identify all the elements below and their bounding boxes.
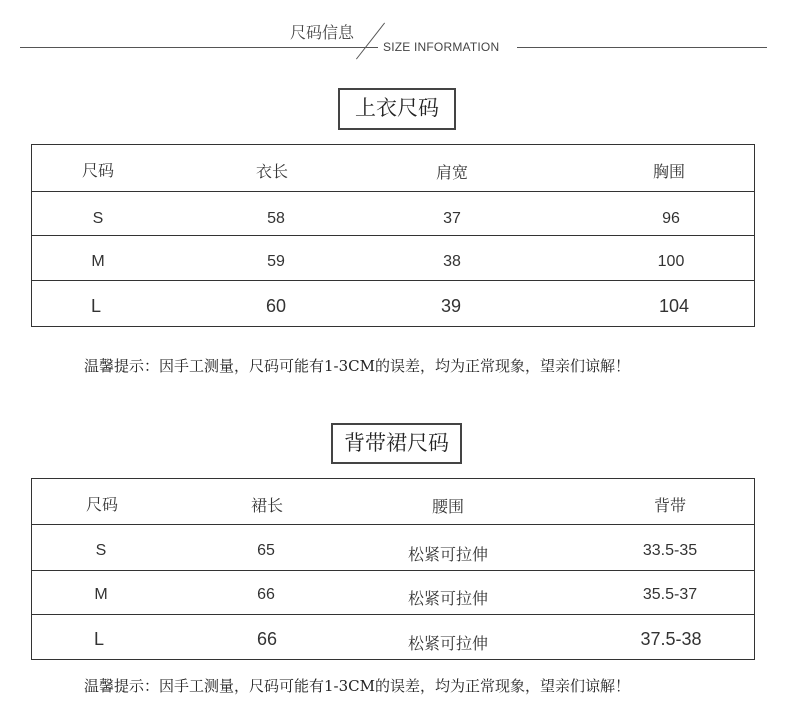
value-cell: 38 bbox=[443, 253, 461, 270]
bottom-table-title: 背带裙尺码 bbox=[331, 423, 462, 464]
value-cell: 104 bbox=[658, 296, 690, 316]
header-cell: 腰围 bbox=[431, 497, 465, 516]
header-slash bbox=[356, 23, 385, 60]
value-cell: 58 bbox=[267, 210, 285, 227]
table-row bbox=[32, 571, 754, 614]
value-cell: 100 bbox=[657, 253, 685, 270]
header-cell: 胸围 bbox=[652, 162, 686, 181]
value-cell: 35.5-37 bbox=[642, 586, 698, 603]
size-cell: S bbox=[92, 210, 104, 227]
header-rule-right bbox=[517, 47, 767, 48]
value-cell: 39 bbox=[440, 296, 462, 316]
value-cell: 59 bbox=[267, 253, 285, 270]
table-row bbox=[32, 192, 754, 235]
table-row bbox=[32, 236, 754, 280]
top-table-title: 上衣尺码 bbox=[338, 88, 456, 130]
value-cell: 37.5-38 bbox=[640, 629, 702, 649]
value-cell: 松紧可拉伸 bbox=[407, 545, 489, 564]
table-header-row bbox=[32, 145, 754, 191]
size-cell: M bbox=[91, 253, 105, 270]
top-table-note: 温馨提示：因手工测量，尺码可能有1-3CM的误差，均为正常现象，望亲们谅解！ bbox=[84, 357, 630, 375]
header-title-cn: 尺码信息 bbox=[290, 23, 355, 42]
value-cell: 96 bbox=[662, 210, 680, 227]
size-cell: M bbox=[94, 586, 108, 603]
header-title-en: SIZE INFORMATION bbox=[383, 40, 500, 54]
header-cell: 尺码 bbox=[85, 495, 119, 514]
top-size-table bbox=[31, 144, 755, 327]
table-header-row bbox=[32, 479, 754, 524]
value-cell: 66 bbox=[257, 586, 275, 603]
size-cell: S bbox=[95, 542, 107, 559]
header-cell: 裙长 bbox=[250, 496, 284, 515]
size-cell: L bbox=[93, 629, 105, 649]
value-cell: 37 bbox=[443, 210, 461, 227]
value-cell: 33.5-35 bbox=[642, 542, 698, 559]
size-cell: L bbox=[90, 296, 102, 316]
value-cell: 松紧可拉伸 bbox=[407, 589, 489, 608]
value-cell: 65 bbox=[257, 542, 275, 559]
header-cell: 衣长 bbox=[255, 162, 289, 181]
bottom-table-note: 温馨提示：因手工测量，尺码可能有1-3CM的误差，均为正常现象，望亲们谅解！ bbox=[84, 677, 630, 695]
table-row bbox=[32, 525, 754, 570]
value-cell: 60 bbox=[265, 296, 287, 316]
value-cell: 松紧可拉伸 bbox=[407, 634, 489, 653]
table-row bbox=[32, 615, 754, 659]
header-cell: 背带 bbox=[653, 496, 687, 515]
table-row bbox=[32, 281, 754, 326]
header-cell: 尺码 bbox=[81, 161, 115, 180]
bottom-size-table bbox=[31, 478, 755, 660]
header-cell: 肩宽 bbox=[435, 163, 469, 182]
header-rule-left bbox=[20, 47, 378, 48]
value-cell: 66 bbox=[256, 629, 278, 649]
